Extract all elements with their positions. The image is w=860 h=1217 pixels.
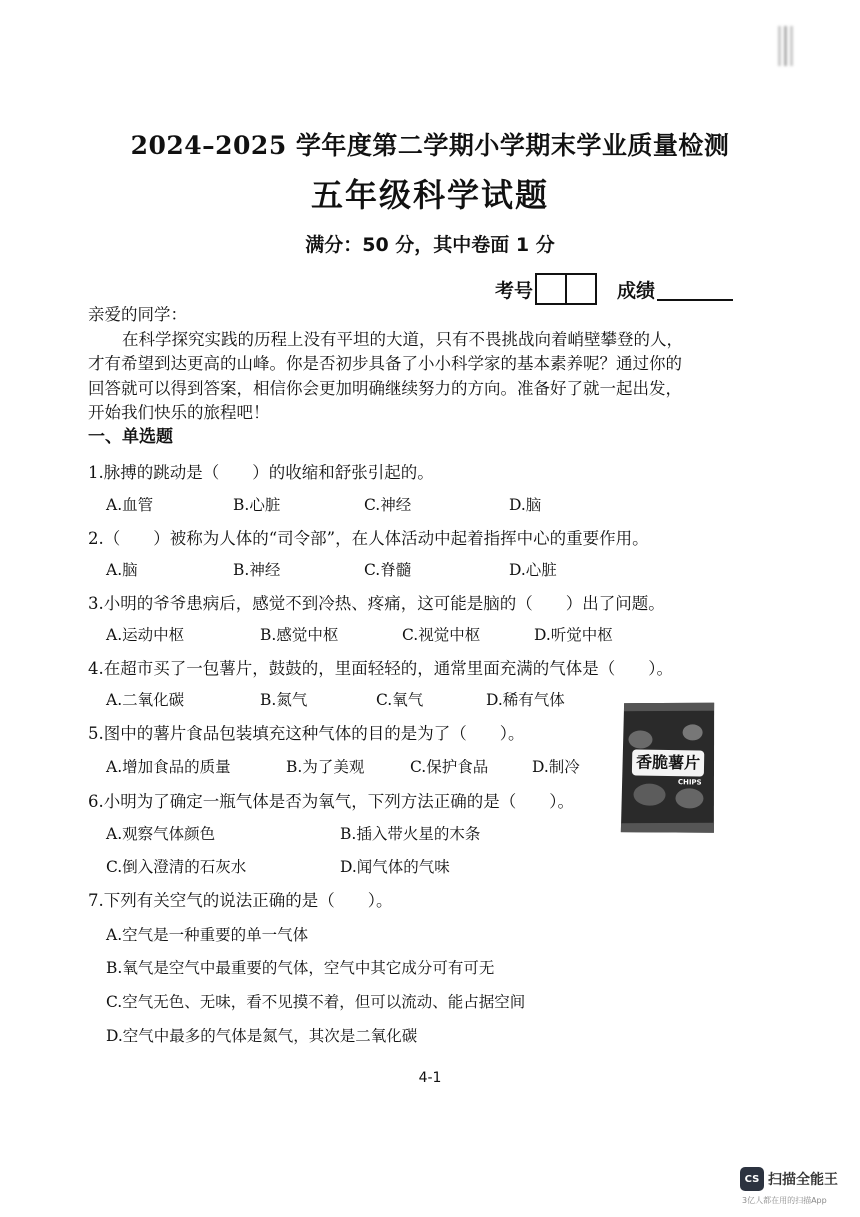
chips-bag-image — [619, 699, 717, 836]
option-b[interactable]: B.插入带火星的木条 — [340, 825, 481, 843]
option-b[interactable]: B.心脏 — [233, 496, 281, 514]
option-b[interactable]: B.为了美观 — [286, 758, 365, 776]
question-stem: 5.图中的薯片食品包装填充这种气体的目的是为了（ ）。 — [88, 724, 525, 743]
exam-number-boxes — [537, 273, 597, 305]
option-c[interactable]: C.神经 — [364, 496, 412, 514]
intro-line: 开始我们快乐的旅程吧！ — [88, 403, 270, 422]
scanner-logo-icon: CS — [740, 1167, 764, 1191]
option-d[interactable]: D.稀有气体 — [486, 691, 565, 709]
option-d[interactable]: D.制冷 — [532, 758, 580, 776]
scanner-tagline: 3亿人都在用的扫描App — [742, 1196, 827, 1205]
exam-number-box[interactable] — [535, 273, 567, 305]
scanner-app-name: 扫描全能王 — [768, 1172, 838, 1188]
option-a[interactable]: A.增加食品的质量 — [106, 758, 231, 776]
option-c[interactable]: C.氧气 — [376, 691, 424, 709]
option-a[interactable]: A.脑 — [106, 561, 138, 579]
chips-sub-text: CHIPS — [677, 778, 702, 787]
intro-letter — [88, 303, 748, 426]
option-c[interactable]: C.视觉中枢 — [402, 626, 481, 644]
option-a[interactable]: A.二氧化碳 — [106, 691, 185, 709]
option-b[interactable]: B.神经 — [233, 561, 281, 579]
question-stem: 6.小明为了确定一瓶气体是否为氧气，下列方法正确的是（ ）。 — [88, 792, 574, 811]
intro-line: 在科学探究实践的历程上没有平坦的大道，只有不畏挑战向着峭壁攀登的人， — [122, 329, 683, 349]
option-c[interactable]: C.倒入澄清的石灰水 — [106, 858, 247, 876]
option-c[interactable]: C.空气无色、无味，看不见摸不着，但可以流动、能占据空间 — [106, 993, 526, 1011]
exam-subtitle: 五年级科学试题 — [310, 176, 549, 214]
question-stem: 3.小明的爷爷患病后，感觉不到冷热、疼痛，这可能是脑的（ ）出了问题。 — [88, 594, 665, 613]
option-b[interactable]: B.氧气是空气中最重要的气体，空气中其它成分可有可无 — [106, 959, 495, 977]
option-d[interactable]: D.空气中最多的气体是氮气，其次是二氧化碳 — [106, 1027, 418, 1045]
section-title: 一、单选题 — [88, 427, 173, 447]
option-a[interactable]: A.运动中枢 — [106, 626, 185, 644]
option-b[interactable]: B.感觉中枢 — [260, 626, 339, 644]
scanner-watermark — [740, 1167, 850, 1207]
intro-line: 才有希望到达更高的山峰。你是否初步具备了小小科学家的基本素养呢？通过你的 — [88, 354, 682, 373]
question-stem: 4.在超市买了一包薯片，鼓鼓的，里面轻轻的，通常里面充满的气体是（ ）。 — [88, 659, 673, 678]
grade-blank[interactable] — [657, 277, 733, 301]
question-stem: 7.下列有关空气的说法正确的是（ ）。 — [88, 891, 393, 910]
intro-line: 回答就可以得到答案，相信你会更加明确继续努力的方向。准备好了就一起出发， — [88, 378, 682, 398]
option-c[interactable]: C.保护食品 — [410, 758, 489, 776]
option-d[interactable]: D.闻气体的气味 — [340, 858, 450, 876]
exam-title: 2024–2025 学年度第二学期小学期末学业质量检测 — [130, 131, 730, 160]
option-a[interactable]: A.血管 — [106, 496, 154, 514]
grade-label: 成绩 — [617, 279, 656, 302]
intro-greeting: 亲爱的同学： — [88, 305, 187, 324]
option-b[interactable]: B.氮气 — [260, 691, 308, 709]
page-number: 4-1 — [418, 1070, 442, 1086]
score-note: 满分：50 分，其中卷面 1 分 — [305, 234, 555, 256]
option-a[interactable]: A.观察气体颜色 — [106, 825, 216, 843]
option-d[interactable]: D.听觉中枢 — [534, 626, 613, 644]
question-stem: 1.脉搏的跳动是（ ）的收缩和舒张引起的。 — [88, 463, 434, 482]
chips-brand-text: 香脆薯片 — [635, 752, 701, 773]
exam-number-label: 考号 — [495, 279, 534, 302]
exam-number-box[interactable] — [565, 273, 597, 305]
question-stem: 2.（ ）被称为人体的“司令部”，在人体活动中起着指挥中心的重要作用。 — [88, 529, 649, 548]
exam-info-row — [495, 272, 733, 306]
option-a[interactable]: A.空气是一种重要的单一气体 — [106, 926, 309, 944]
scan-smudge — [778, 26, 798, 66]
option-d[interactable]: D.心脏 — [509, 561, 557, 579]
option-d[interactable]: D.脑 — [509, 496, 542, 514]
option-c[interactable]: C.脊髓 — [364, 561, 412, 579]
